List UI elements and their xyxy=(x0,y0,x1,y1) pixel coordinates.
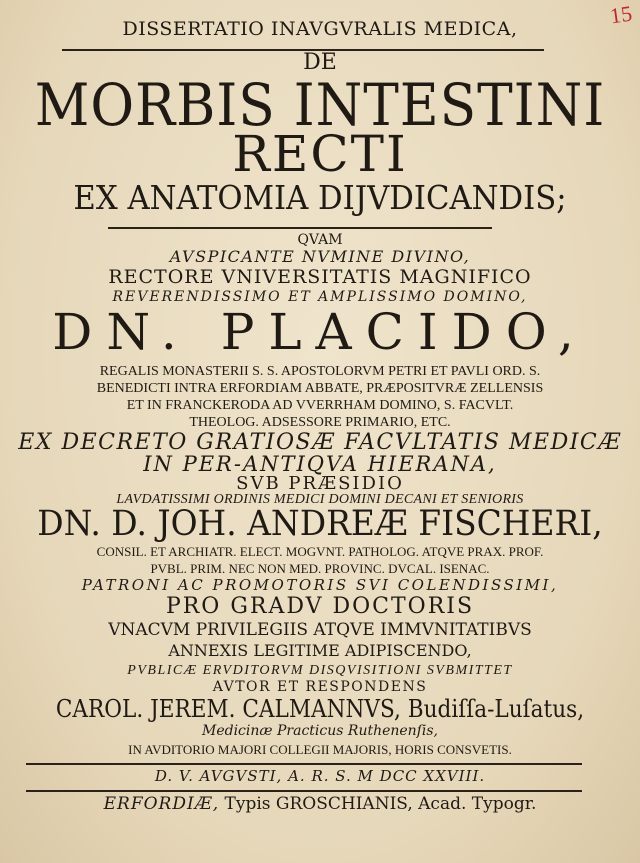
reverendissimo-line: REVERENDISSIMO ET AMPLISSIMO DOMINO, xyxy=(112,289,528,305)
in-auditorio-line: IN AVDITORIO MAJORI COLLEGII MAJORIS, HORIS CONSVETIS. xyxy=(128,742,512,757)
date-rule-top xyxy=(26,763,582,765)
theolog-line: THEOLOG. ADSESSORE PRIMARIO, ETC. xyxy=(189,415,451,430)
placido-line: DN. PLACIDO, xyxy=(52,303,588,361)
benedicti-line: BENEDICTI INTRA ERFORDIAM ABBATE, PRÆPOSITVRÆ ZELLENSIS xyxy=(96,381,544,396)
franckeroda-line: ET IN FRANCKERODA AD VVERRHAM DOMINO, S. FACVLT. xyxy=(126,398,514,413)
imprint-printer: Typis GROSCHIANIS, Acad. Typogr. xyxy=(219,794,537,814)
header-line: DISSERTATIO INAVGVRALIS MEDICA, xyxy=(122,18,518,40)
de-line: DE xyxy=(303,50,337,75)
pro-gradu-line: PRO GRADV DOCTORIS xyxy=(165,594,475,619)
consil-line: CONSIL. ET ARCHIATR. ELECT. MOGVNT. PATHOLOG. ATQVE PRAX. PROF. xyxy=(96,544,544,559)
unacum-line: VNACVM PRIVILEGIIS ATQVE IMMVNITATIBVS xyxy=(108,620,532,640)
date-line: D. V. AVGVSTI, A. R. S. M DCC XXVIII. xyxy=(154,767,486,785)
title-line-1: MORBIS INTESTINI xyxy=(34,71,606,139)
carol-line: CAROL. JEREM. CALMANNVS, Budiſſa-Luſatus, xyxy=(55,695,585,723)
page-number-mark: 15 xyxy=(608,0,634,29)
patroni-line: PATRONI AC PROMOTORIS SVI COLENDISSIMI, xyxy=(81,576,559,594)
title-line-3: EX ANATOMIA DIJVDICANDIS; xyxy=(73,178,567,217)
annexis-line: ANNEXIS LEGITIME ADIPISCENDO, xyxy=(168,641,472,660)
title-rule xyxy=(108,227,492,229)
regalis-line: REGALIS MONASTERII S. S. APOSTOLORVM PETRI ET PAVLI ORD. S. xyxy=(99,364,541,379)
quam-line: QVAM xyxy=(297,232,343,248)
ex-decreto-line: EX DECRETO GRATIOSÆ FACVLTATIS MEDICÆ xyxy=(18,430,622,455)
date-rule-bottom xyxy=(26,790,582,792)
auspicante-line: AVSPICANTE NVMINE DIVINO, xyxy=(169,247,471,266)
fischeri-line: DN. D. JOH. ANDREÆ FISCHERI, xyxy=(37,504,603,544)
rectore-line: RECTORE VNIVERSITATIS MAGNIFICO xyxy=(108,266,532,288)
imprint-line xyxy=(0,796,640,813)
publicae-line: PVBLICÆ ERVDITORVM DISQVISITIONI SVBMITTET xyxy=(127,663,513,678)
autor-line: AVTOR ET RESPONDENS xyxy=(212,679,428,695)
sub-praesidio-line: SVB PRÆSIDIO xyxy=(236,473,404,494)
medicinae-line: Medicinæ Practicus Ruthenenſis, xyxy=(202,723,438,739)
imprint-city: ERFORDIÆ, xyxy=(103,794,220,814)
publ-line: PVBL. PRIM. NEC NON MED. PROVINC. DVCAL. ISENAC. xyxy=(150,561,490,576)
laudatissimi-line: LAVDATISSIMI ORDINIS MEDICI DOMINI DECANI ET SENIORIS xyxy=(116,492,524,507)
in-per-line: IN PER-ANTIQVA HIERANA, xyxy=(143,452,497,476)
title-line-2: RECTI xyxy=(232,125,408,183)
